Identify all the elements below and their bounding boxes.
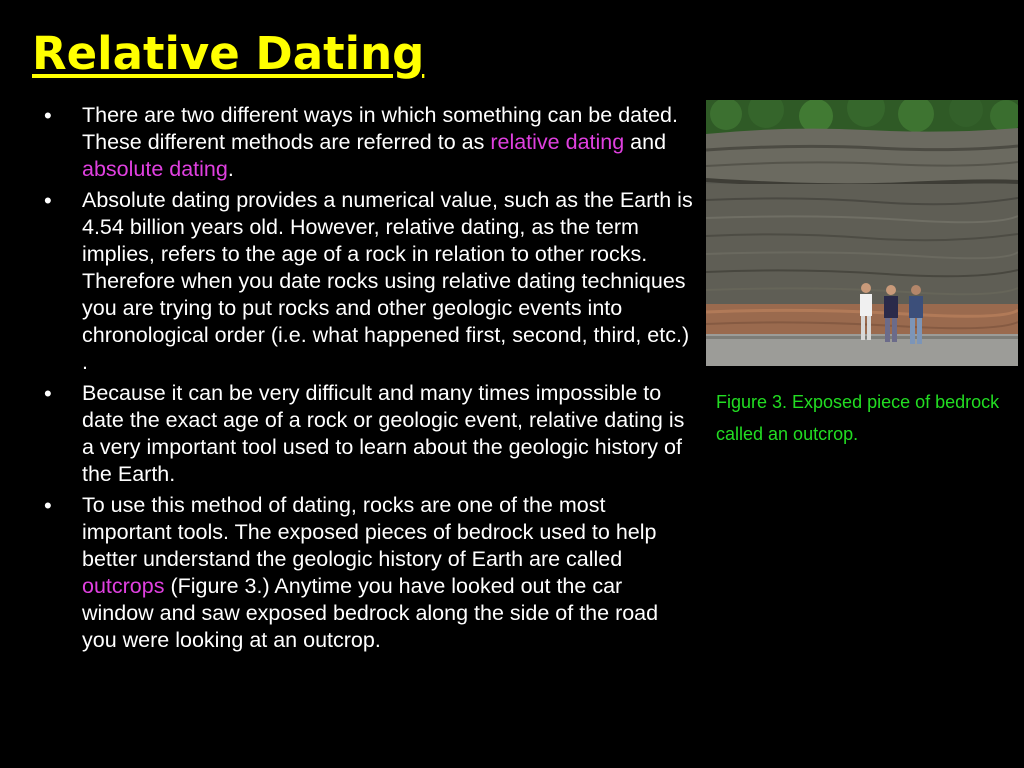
bullet-list: [44, 102, 694, 658]
outcrop-illustration: [706, 100, 1018, 366]
bullet-text: There are two different ways in which something can be dated. These different methods are referred to as: [82, 103, 678, 154]
bullet-dot-icon: •: [44, 188, 52, 213]
highlight-term-relative-dating: relative dating: [490, 130, 625, 154]
bullet-text: Absolute dating provides a numerical value, such as the Earth is 4.54 billion years old. However, relative dating, as the term implies, refers to the age of a rock in relation to other rocks. Therefore when you date rocks using relative dating techniques you are trying to put rocks and other geologic events into chronological order (i.e. what happened first, second, third, etc.) .: [82, 188, 693, 374]
highlight-term-outcrops: outcrops: [82, 574, 165, 598]
highlight-term-absolute-dating: absolute dating: [82, 157, 228, 181]
outcrop-photo: [706, 100, 1018, 366]
bullet-item: [44, 492, 694, 654]
bullet-item: [44, 187, 694, 376]
bullet-dot-icon: •: [44, 493, 52, 518]
bullet-item: [44, 102, 694, 183]
figure-caption: Figure 3. Exposed piece of bedrock called an outcrop.: [716, 392, 1000, 444]
bullet-dot-icon: •: [44, 381, 52, 406]
bullet-text: Because it can be very difficult and many times impossible to date the exact age of a rock or geologic event, relative dating is a very important tool used to learn about the geologic history of the Earth.: [82, 381, 685, 486]
bullet-text: .: [227, 157, 234, 181]
bullet-item: [44, 380, 694, 488]
slide-title: Relative Dating: [32, 27, 425, 80]
bullet-text: To use this method of dating, rocks are one of the most important tools. The exposed pieces of bedrock used to help better understand the geologic history of Earth are called: [82, 493, 657, 571]
bullet-dot-icon: •: [44, 103, 52, 128]
bullet-text: (Figure 3.) Anytime you have looked out the car window and saw exposed bedrock along the side of the road you were looking at an outcrop.: [82, 574, 659, 652]
bullet-text: and: [624, 130, 667, 154]
